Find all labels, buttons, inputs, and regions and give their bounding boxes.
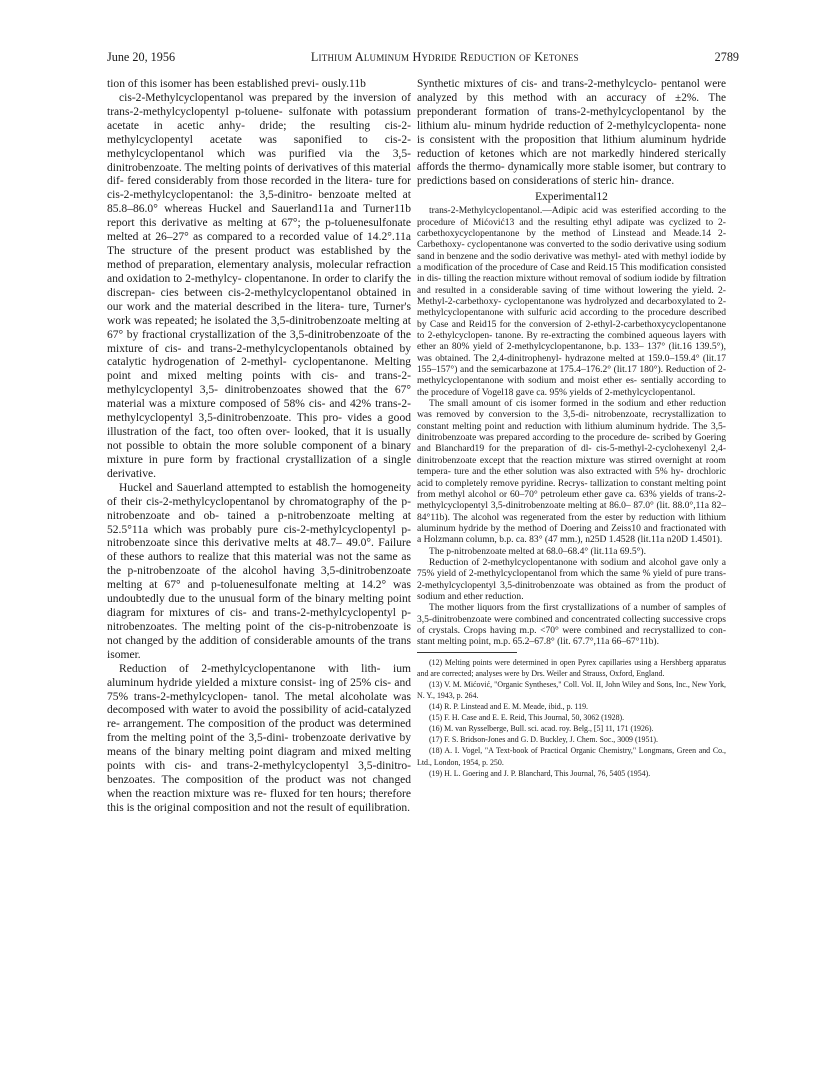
paragraph: Reduction of 2-methylcyclopentanone with lith- ium aluminum hydride yielded a mixture consist- ing of 25% cis- and 75% trans-2-methylcyclopen- tanol. The metal alcoholate was decomposed with water to avoid the possibility of acid-catalyzed re- arrangement. The composition of the product was determined from the melting point of the 3,5-dini- trobenzoate derivative by means of the binary melting point diagram and mixed melting points with cis- and trans-2-methylcyclopentyl 3,5-dinitro- benzoates. The composition of the product was not changed when the reaction mixture was re- fluxed for ten hours; therefore this is the original composition and not the result of equilibration.	[107, 662, 411, 814]
paragraph: Synthetic mixtures of cis- and trans-2-methylcyclo- pentanol were analyzed by this method with an accuracy of ±2%. The preponderant formation of trans-2-methylcyclopentanol by the lithium alu- minum hydride reduction of 2-methylcyclopenta- none is consistent with the proposition that lithium aluminum hydride reduction of ketones which are not markedly hindered sterically affords the thermo- dynamically more stable isomer, but contrary to predictions based on considerations of steric hin- drance.	[417, 78, 726, 188]
footnote: (16) M. van Rysselberge, Bull. sci. acad. roy. Belg., [5] 11, 171 (1926).	[429, 724, 654, 734]
experimental-paragraph: trans-2-Methylcyclopentanol.—Adipic acid was esterified according to the procedure of Mićović13 and the resulting ethyl adipate was cyclized to 2-carbethoxycyclopentanone by the method of Linstead and Meade.14 2-Carbethoxy- cyclopentanone was converted to the sodio derivative using sodium sand in benzene and the sodio derivative was methyl- ated with methyl iodide by a modification of the procedure of Case and Reid.15 This modification consisted in dis- tilling the reaction mixture without removal of sodium iodide by filtration and resulted in a considerable saving of time without lowering the yield. 2-Methyl-2-carbethoxy- cyclopentanone was hydrolyzed and decarboxylated to 2- methylcyclopentanone with sulfuric acid according to the procedure described by Case and Reid15 for the conversion of 2-ethyl-2-carbethoxycyclopentanone to 2-ethylcyclopen- tanone. By re-extracting the combined aqueous layers with ether an 80% yield of 2-methylcyclopentanone, b.p. 133– 137° (lit.16 139.5°), was obtained. The 2,4-dinitrophenyl- hydrazone melted at 159.0–159.4° (lit.17 155–157°) and the semicarbazone at 175.4–176.2° (lit.17 180°). Reduction of 2-methylcyclopentanone with sodium and moist ether es- sentially according to the procedure of Vogel18 gave ca. 95% yields of 2-methylcyclopentanol.	[417, 205, 726, 398]
footnote: (14) R. P. Linstead and E. M. Meade, ibid., p. 119.	[429, 702, 589, 712]
footnote: (13) V. M. Mićović, "Organic Syntheses," Coll. Vol. II, John Wiley and Sons, Inc., New York, N. Y., 1943, p. 264.	[417, 679, 726, 700]
footnote: (19) H. L. Goering and J. P. Blanchard, This Journal, 76, 5405 (1954).	[429, 768, 651, 778]
section-heading: Experimental12	[535, 191, 608, 204]
experimental-paragraph: The p-nitrobenzoate melted at 68.0–68.4° (lit.11a 69.5°).	[429, 545, 646, 557]
page-number: 2789	[714, 50, 739, 64]
paragraph: cis-2-Methylcyclopentanol was prepared by the inversion of trans-2-methylcyclopentyl p-toluene- sulfonate with potassium acetate in acetic anhy- dride; the resulting cis-2-methylcyclopentyl acetate was saponified to cis-2-methylcyclopentanol which was purified via the 3,5-dinitrobenzoate. The melting points of derivatives of this material dif- fered considerably from those recorded in the litera- ture for cis-2-methylcyclopentanol: the 3,5-dinitro- benzoate melted at 85.8–86.0° whereas Huckel and Sauerland11a and Turner11b report this derivative as melting at 67°; the p-toluenesulfonate melted at 26–27° as compared to a recorded value of 14.2°.11a The structure of the present product was established by the method of preparation, elementary analysis, molecular refraction and oxidation to 2-methylcy- clopentanone. In order to clarify the discrepan- cies between cis-2-methylcyclopentanol obtained in our work and the material described in the litera- ture, Turner's work was repeated; he isolated the 3,5-dinitrobenzoate melting at 67° by fractional crystallization of the 3,5-dinitrobenzoate of the mixture of cis- and trans-2-methylcyclopentanols obtained by catalytic hydrogenation of 2-methyl- cyclopentanone. Melting point and mixed melting points with cis- and trans-2-methylcyclopentyl 3,5- dinitrobenzoates showed that the 67° material was a mixture composed of 58% cis- and 42% trans-2- methylcyclopentyl 3,5-dinitrobenzoate. This pro- vides a good illustration of the fact, too often over- looked, that it is usually not possible to obtain the more soluble component of a binary mixture in pure form by fractional crystallization of a single derivative.	[107, 91, 411, 480]
page-header	[107, 50, 739, 66]
experimental-paragraph: The small amount of cis isomer formed in the sodium and ether reduction was removed by conversion to the 3,5-di- nitrobenzoate, recrystallization to constant melting point and reduction with lithium aluminum hydride. The 3,5- dinitrobenzoate was prepared according to the procedure de- scribed by Goering and Blanchard19 for the preparation of dl- cis-5-methyl-2-cyclohexenyl 2,4-dinitrobenzoate except that the reaction mixture was stirred overnight at room tempera- ture and the ether solution was also extracted with 5% hy- drochloric acid to completely remove pyridine. Recrys- tallization to constant melting point from methyl alcohol or 60–70° petroleum ether gave ca. 63% yields of trans-2- methylcyclopentyl 3,5-dinitrobenzoate melting at 86.0– 87.0° (lit. 88.0°,11a 82–84°11b). The alcohol was regenerated from the ester by reduction with lithium aluminum hydride by the method of Doering and Zeiss10 and fractionated with a Holzmann column, b.p. ca. 83° (47 mm.), n25D 1.4528 (lit.11a n20D 1.4501).	[417, 398, 726, 546]
left-column	[107, 78, 411, 816]
footnote: (18) A. I. Vogel, "A Text-book of Practical Organic Chemistry," Longmans, Green and Co., Ltd., London, 1954, p. 250.	[417, 746, 726, 767]
issue-date: June 20, 1956	[107, 50, 176, 64]
running-title: Lithium Aluminum Hydride Reduction of Ketones	[310, 50, 579, 64]
experimental-paragraph: Reduction of 2-methylcyclopentanone with sodium and alcohol gave only a 75% yield of 2-methylcyclopentanol from which the same % yield of pure trans-2-methylcyclopentyl 3,5-dinitrobenzoate was obtained as from the product of sodium and ether reduction.	[417, 556, 726, 602]
experimental-paragraph: The mother liquors from the first crystallizations of a number of samples of 3,5-dinitrobenzoate were combined and concentrated collecting successive crops of crystals. Crops having m.p. <70° were combined and recrystallized to con- stant melting point, m.p. 65.2–67.8° (lit. 67.7°,11a 66–67°11b).	[417, 602, 726, 648]
footnote: (17) F. S. Bridson-Jones and G. D. Buckley, J. Chem. Soc., 3009 (1951).	[429, 735, 658, 745]
footnotes	[417, 657, 726, 779]
right-column	[417, 78, 726, 779]
footnote-divider	[417, 652, 517, 653]
footnote: (12) Melting points were determined in open Pyrex capillaries using a Hershberg apparatus and are corrected; analyses were by Drs. Weiler and Strauss, Oxford, England.	[417, 657, 726, 678]
paragraph: Huckel and Sauerland attempted to establish the homogeneity of their cis-2-methylcyclopentanol by chromatography of the p-nitrobenzoate and ob- tained a p-nitrobenzoate melting at 52.5°11a which was probably pure cis-2-methylcyclopentyl p- nitrobenzoate since this derivative melts at 48.7– 49.0°. Failure of these authors to realize that this material was not the same as the p-nitrobenzoate of the alcohol having 3,5-dinitrobenzoate melting at 67° and p-toluenesulfonate melting at 14.2° was undoubtedly due to the unusual form of the binary melting point diagram for mixtures of cis- and trans-2-methylcyclopentyl p-nitrobenzoates. The melting point of the cis-p-nitrobenzoate is not changed by the addition of considerable amounts of the trans isomer.	[107, 481, 411, 661]
footnote: (15) F. H. Case and E. E. Reid, This Journal, 50, 3062 (1928).	[429, 713, 625, 723]
paragraph: tion of this isomer has been established previ- ously.11b	[107, 78, 366, 90]
